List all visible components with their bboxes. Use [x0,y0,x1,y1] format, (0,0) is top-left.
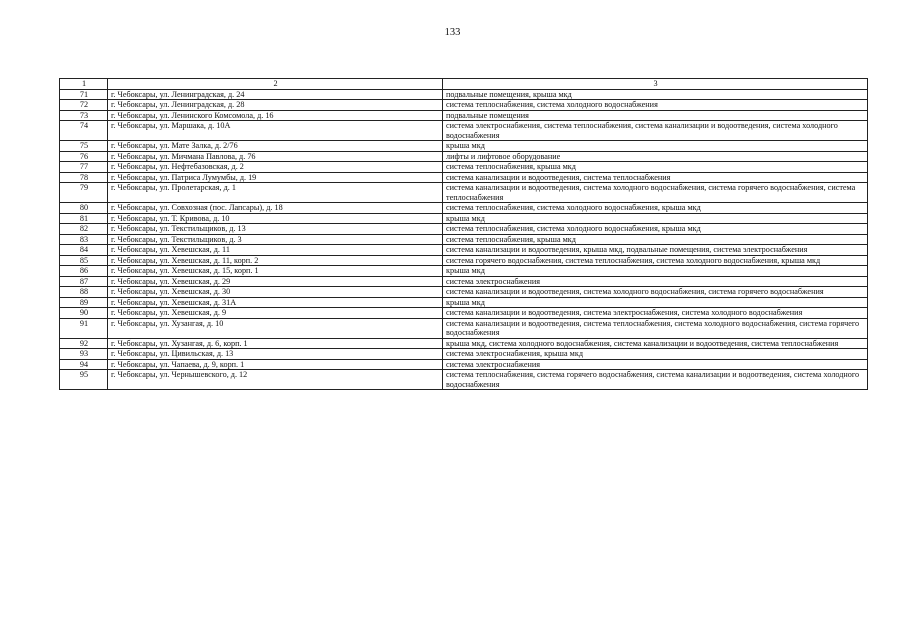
row-systems: система электроснабжения, крыша мкд [443,349,868,360]
table-row [60,276,868,287]
row-systems: крыша мкд, система холодного водоснабжения, система канализации и водоотведения, система теплоснабжения [443,338,868,349]
row-address: г. Чебоксары, ул. Мате Залка, д. 2/76 [108,141,443,152]
row-systems: система теплоснабжения, система горячего водоснабжения, система канализации и водоотведения, система холодного водоснабжения [443,370,868,390]
row-address: г. Чебоксары, ул. Цивильская, д. 13 [108,349,443,360]
row-number: 95 [60,370,108,390]
row-number: 94 [60,359,108,370]
header-col-1: 1 [60,79,108,90]
row-address: г. Чебоксары, ул. Текстильщиков, д. 13 [108,224,443,235]
row-systems: система канализации и водоотведения, система теплоснабжения, система холодного водоснабжения, система горячего водоснабжения [443,318,868,338]
row-address: г. Чебоксары, ул. Патриса Лумумбы, д. 19 [108,172,443,183]
row-systems: система канализации и водоотведения, система холодного водоснабжения, система горячего водоснабжения, система теплоснабжения [443,183,868,203]
row-systems: система канализации и водоотведения, крыша мкд, подвальные помещения, система электроснабжения [443,245,868,256]
row-number: 79 [60,183,108,203]
row-address: г. Чебоксары, ул. Хевешская, д. 9 [108,308,443,319]
row-number: 88 [60,287,108,298]
row-number: 87 [60,276,108,287]
row-address: г. Чебоксары, ул. Ленинградская, д. 24 [108,89,443,100]
row-address: г. Чебоксары, ул. Хузангая, д. 6, корп. 1 [108,338,443,349]
row-number: 92 [60,338,108,349]
row-address: г. Чебоксары, ул. Чернышевского, д. 12 [108,370,443,390]
row-address: г. Чебоксары, ул. Текстильщиков, д. 3 [108,234,443,245]
row-systems: крыша мкд [443,297,868,308]
row-systems: крыша мкд [443,266,868,277]
row-systems: подвальные помещения, крыша мкд [443,89,868,100]
row-address: г. Чебоксары, ул. Нефтебазовская, д. 2 [108,162,443,173]
row-number: 89 [60,297,108,308]
objects-table [59,78,868,390]
row-number: 91 [60,318,108,338]
row-address: г. Чебоксары, ул. Совхозная (пос. Лапсары), д. 18 [108,203,443,214]
row-systems: система теплоснабжения, крыша мкд [443,162,868,173]
row-systems: система теплоснабжения, система холодного водоснабжения, крыша мкд [443,203,868,214]
row-systems: подвальные помещения [443,110,868,121]
row-number: 72 [60,100,108,111]
table-row [60,359,868,370]
table-row [60,234,868,245]
row-address: г. Чебоксары, ул. Маршака, д. 10А [108,121,443,141]
table-row [60,245,868,256]
table-row [60,224,868,235]
row-number: 84 [60,245,108,256]
row-systems: система канализации и водоотведения, система холодного водоснабжения, система горячего водоснабжения [443,287,868,298]
row-number: 75 [60,141,108,152]
row-number: 93 [60,349,108,360]
row-address: г. Чебоксары, ул. Ленинского Комсомола, д. 16 [108,110,443,121]
table-row [60,255,868,266]
row-number: 85 [60,255,108,266]
table-row [60,318,868,338]
table-row [60,183,868,203]
row-number: 74 [60,121,108,141]
table-row [60,287,868,298]
row-number: 90 [60,308,108,319]
row-address: г. Чебоксары, ул. Хузангая, д. 10 [108,318,443,338]
row-number: 76 [60,151,108,162]
table-row [60,110,868,121]
header-col-3: 3 [443,79,868,90]
table-row [60,370,868,390]
row-systems: система электроснабжения [443,276,868,287]
table-row [60,297,868,308]
row-systems: система теплоснабжения, крыша мкд [443,234,868,245]
row-systems: система электроснабжения [443,359,868,370]
table-row [60,151,868,162]
table-row [60,100,868,111]
row-number: 78 [60,172,108,183]
row-address: г. Чебоксары, ул. Чапаева, д. 9, корп. 1 [108,359,443,370]
row-address: г. Чебоксары, ул. Т. Кривова, д. 10 [108,213,443,224]
row-systems: система канализации и водоотведения, система электроснабжения, система холодного водоснабжения [443,308,868,319]
table-row [60,213,868,224]
row-systems: система теплоснабжения, система холодного водоснабжения, крыша мкд [443,224,868,235]
row-address: г. Чебоксары, ул. Хевешская, д. 31А [108,297,443,308]
row-systems: лифты и лифтовое оборудование [443,151,868,162]
row-number: 71 [60,89,108,100]
row-systems: крыша мкд [443,141,868,152]
row-address: г. Чебоксары, ул. Мичмана Павлова, д. 76 [108,151,443,162]
row-number: 82 [60,224,108,235]
page-number: 133 [444,27,461,38]
table-row [60,266,868,277]
row-systems: система канализации и водоотведения, система теплоснабжения [443,172,868,183]
row-address: г. Чебоксары, ул. Ленинградская, д. 28 [108,100,443,111]
table-row [60,141,868,152]
header-row [60,79,868,90]
row-number: 81 [60,213,108,224]
table-row [60,89,868,100]
table-row [60,121,868,141]
row-address: г. Чебоксары, ул. Хевешская, д. 11, корп. 2 [108,255,443,266]
row-number: 86 [60,266,108,277]
row-number: 77 [60,162,108,173]
row-systems: система горячего водоснабжения, система теплоснабжения, система холодного водоснабжения, крыша мкд [443,255,868,266]
row-number: 80 [60,203,108,214]
row-address: г. Чебоксары, ул. Хевешская, д. 30 [108,287,443,298]
table-row [60,349,868,360]
row-number: 83 [60,234,108,245]
row-address: г. Чебоксары, ул. Хевешская, д. 15, корп. 1 [108,266,443,277]
row-systems: система теплоснабжения, система холодного водоснабжения [443,100,868,111]
table-row [60,203,868,214]
table-row [60,308,868,319]
row-address: г. Чебоксары, ул. Хевешская, д. 11 [108,245,443,256]
table-body [60,79,868,390]
table-row [60,172,868,183]
table-row [60,338,868,349]
header-col-2: 2 [108,79,443,90]
row-number: 73 [60,110,108,121]
row-address: г. Чебоксары, ул. Пролетарская, д. 1 [108,183,443,203]
row-systems: система электроснабжения, система теплоснабжения, система канализации и водоотведения, система холодного водоснабжения [443,121,868,141]
row-address: г. Чебоксары, ул. Хевешская, д. 29 [108,276,443,287]
table-row [60,162,868,173]
row-systems: крыша мкд [443,213,868,224]
